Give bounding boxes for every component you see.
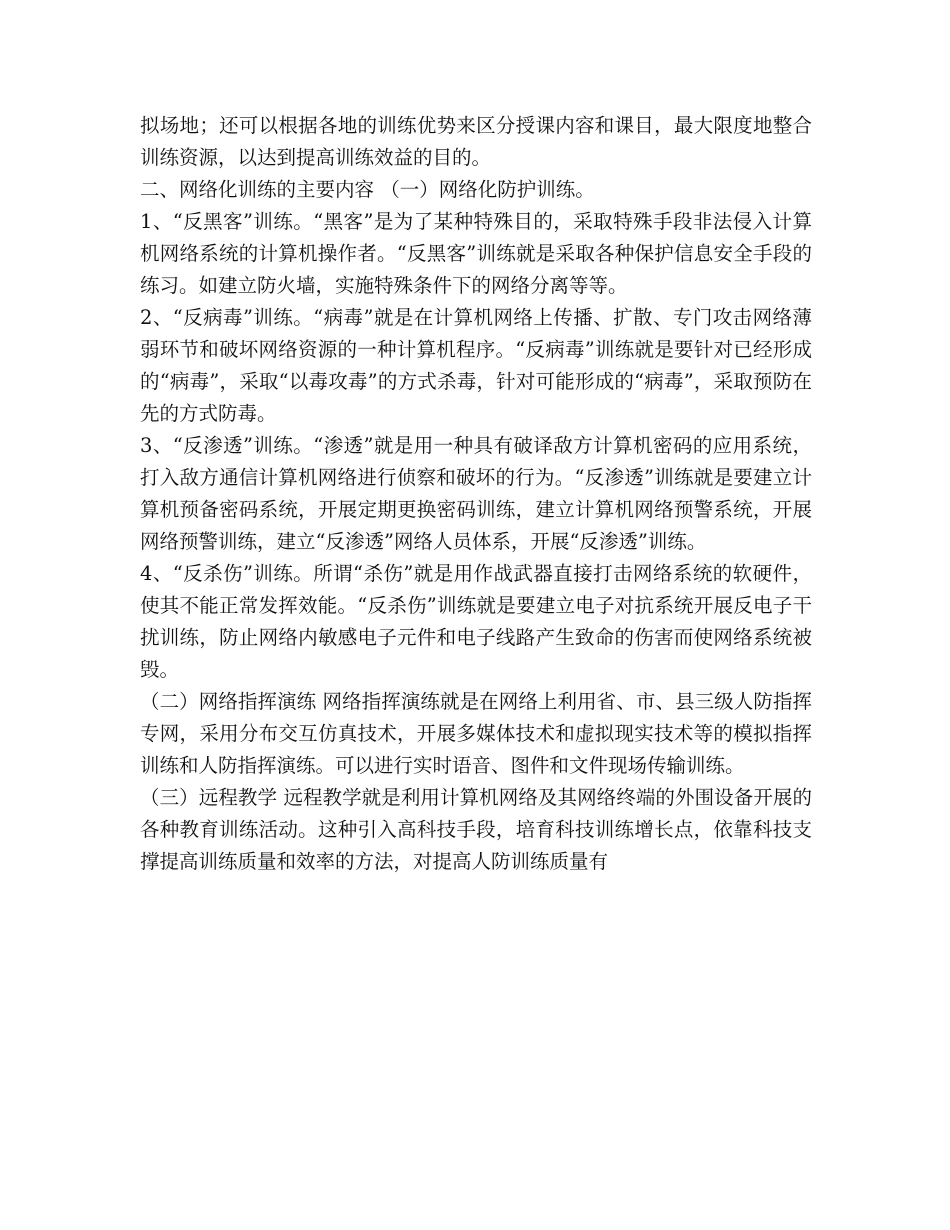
- body-text: [140, 110, 812, 878]
- paragraph-anti-virus: 2、“反病毒”训练。“病毒”就是在计算机网络上传播、扩散、专门攻击网络薄弱环节和破坏网络资源的一种计算机程序。“反病毒”训练就是要针对已经形成的“病毒”，采取“以毒攻毒”的方式杀毒，针对可能形成的“病毒”，采取预防在先的方式防毒。: [140, 306, 812, 425]
- paragraph-anti-damage: 4、“反杀伤”训练。所谓“杀伤”就是用作战武器直接打击网络系统的软硬件，使其不能正常发挥效能。“反杀伤”训练就是要建立电子对抗系统开展反电子干扰训练，防止网络内敏感电子元件和电子线路产生致命的伤害而使网络系统被毁。: [140, 562, 812, 681]
- paragraph-network-command: （二）网络指挥演练 网络指挥演练就是在网络上利用省、市、县三级人防指挥专网，采用分布交互仿真技术，开展多媒体技术和虚拟现实技术等的模拟指挥训练和人防指挥演练。可以进行实时语音、图件和文件现场传输训练。: [140, 690, 812, 777]
- paragraph-site-resources: 拟场地；还可以根据各地的训练优势来区分授课内容和课目，最大限度地整合训练资源，以达到提高训练效益的目的。: [140, 114, 812, 169]
- paragraph-remote-teaching: （三）远程教学 远程教学就是利用计算机网络及其网络终端的外围设备开展的各种教育训练活动。这种引入高科技手段，培育科技训练增长点，依靠科技支撑提高训练质量和效率的方法，对提高人防训练质量有: [140, 786, 812, 873]
- paragraph-section-heading: 二、网络化训练的主要内容 （一）网络化防护训练。: [140, 178, 595, 201]
- paragraph-anti-infiltration: 3、“反渗透”训练。“渗透”就是用一种具有破译敌方计算机密码的应用系统，打入敌方通信计算机网络进行侦察和破坏的行为。“反渗透”训练就是要建立计算机预备密码系统，开展定期更换密码训练，建立计算机网络预警系统，开展网络预警训练，建立“反渗透”网络人员体系，开展“反渗透”训练。: [140, 434, 812, 553]
- paragraph-anti-hacker: 1、“反黑客”训练。“黑客”是为了某种特殊目的，采取特殊手段非法侵入计算机网络系统的计算机操作者。“反黑客”训练就是采取各种保护信息安全手段的练习。如建立防火墙，实施特殊条件下的网络分离等等。: [140, 210, 812, 297]
